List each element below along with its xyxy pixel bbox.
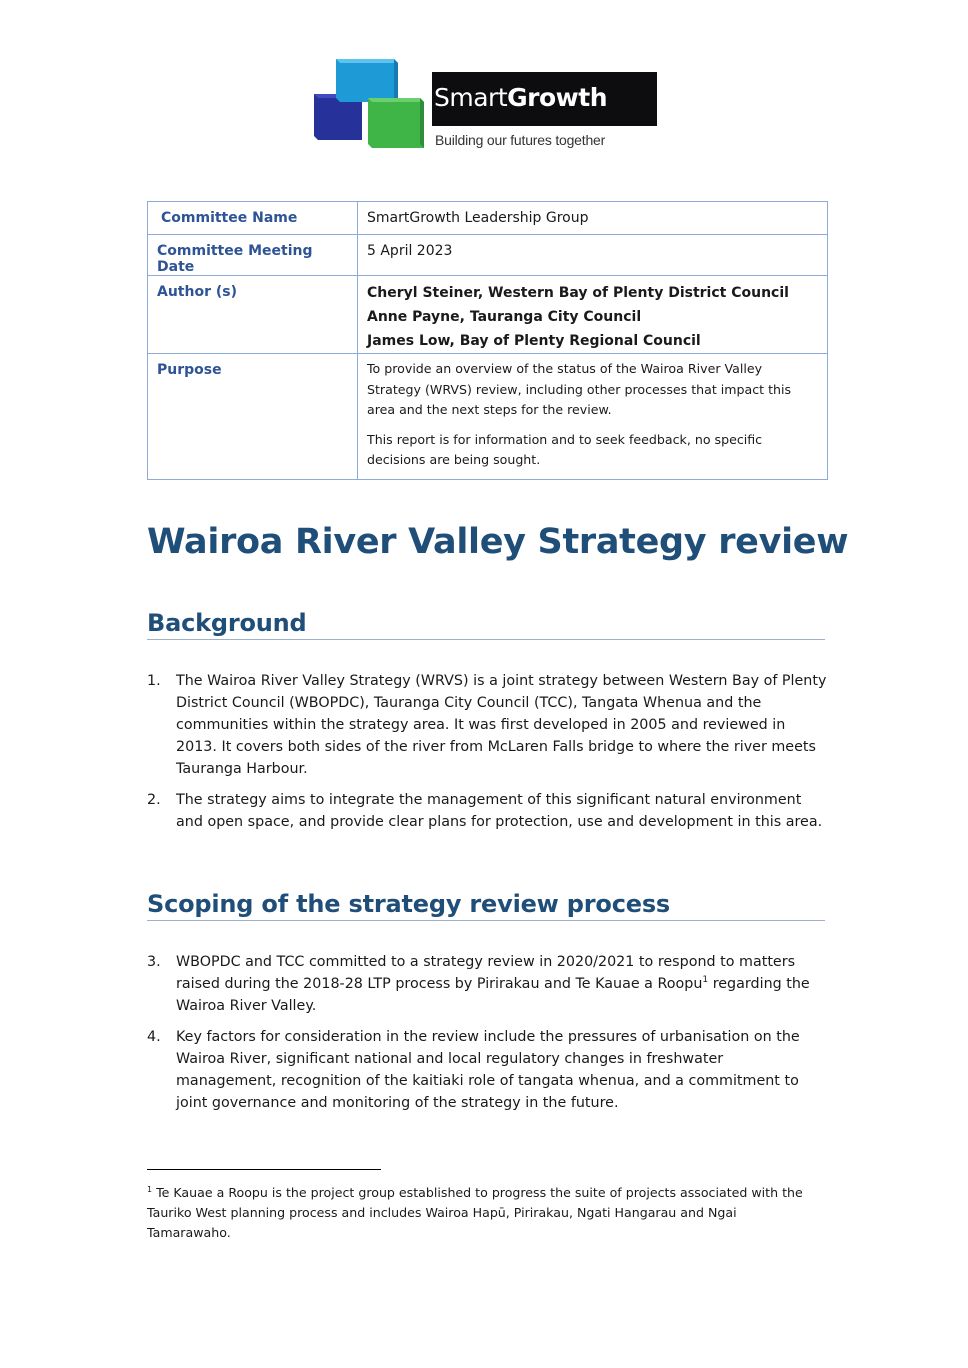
table-row	[148, 235, 828, 276]
numbered-paragraph	[147, 670, 827, 780]
meeting-date-value: 5 April 2023	[358, 235, 828, 276]
cube-top-side-icon	[394, 59, 398, 102]
purpose-paragraph: To provide an overview of the status of the Wairoa River Valley Strategy (WRVS) review, including other processes that impact this area and the next steps for the review.	[367, 361, 792, 417]
cube-right-top-icon	[368, 98, 424, 102]
paragraph-number: 4.	[147, 1029, 161, 1045]
paragraph-number: 1.	[147, 673, 161, 689]
cubes-logo-icon	[312, 56, 442, 156]
footnote-reference[interactable]: 1	[702, 975, 709, 986]
logo-tagline: Building our futures together	[435, 132, 606, 148]
meeting-date-label: Committee Meeting Date	[148, 235, 358, 276]
logo-word-smart: Smart	[434, 83, 508, 112]
table-row	[148, 354, 828, 480]
paragraph-text-part: regarding the Wairoa River Valley.	[176, 976, 810, 1014]
paragraph-text: Key factors for consideration in the review include the pressures of urbanisation on the Wairoa River, significant national and local regulatory changes in freshwater management, recognition of the kaitiaki role of tangata whenua, and a commitment to joint governance and monitoring of the strategy in the future.	[176, 1029, 800, 1111]
paragraph-text	[176, 951, 827, 1017]
cube-right-side-icon	[420, 98, 424, 148]
paragraph-text-part: WBOPDC and TCC committed to a strategy review in 2020/2021 to respond to matters raised during the 2018-28 LTP process by Pirirakau and Te Kauae a Roopu	[176, 954, 796, 992]
paragraph-number: 3.	[147, 954, 161, 970]
numbered-paragraph	[147, 789, 827, 833]
section-heading-background: Background	[147, 609, 825, 640]
table-row	[148, 276, 828, 354]
purpose-paragraph: This report is for information and to seek feedback, no specific decisions are being sought.	[367, 431, 763, 467]
committee-name-value: SmartGrowth Leadership Group	[358, 202, 828, 235]
section-heading-scoping: Scoping of the strategy review process	[147, 890, 825, 921]
author-name: Cheryl Steiner, Western Bay of Plenty District Council	[367, 285, 789, 301]
footnote	[147, 1183, 819, 1243]
logo-word-growth: Growth	[507, 83, 607, 112]
authors-label: Author (s)	[148, 276, 358, 354]
cube-top-face-icon	[336, 59, 398, 63]
author-name: Anne Payne, Tauranga City Council	[367, 309, 642, 325]
logo-wordmark	[434, 83, 607, 112]
paragraph-text: The strategy aims to integrate the management of this significant natural environment and open space, and provide clear plans for protection, use and development in this area.	[176, 792, 823, 830]
paragraph-number: 2.	[147, 792, 161, 808]
table-row	[148, 202, 828, 235]
committee-name-label: Committee Name	[148, 202, 358, 235]
committee-info-table	[147, 201, 828, 480]
numbered-paragraph	[147, 1026, 827, 1114]
footnote-text: Te Kauae a Roopu is the project group established to progress the suite of projects associated with the Tauriko West planning process and includes Wairoa Hapū, Pirirakau, Ngati Hangarau and Ngai Tamarawaho.	[147, 1185, 803, 1240]
document-title: Wairoa River Valley Strategy review	[147, 522, 849, 562]
footnote-separator	[147, 1169, 381, 1170]
cube-top-icon	[336, 59, 398, 102]
paragraph-text: The Wairoa River Valley Strategy (WRVS) is a joint strategy between Western Bay of Plenty District Council (WBOPDC), Tauranga City Council (TCC), Tangata Whenua and the communities within the strategy area. It was first developed in 2005 and reviewed in 2013. It covers both sides of the river from McLaren Falls bridge to where the river meets Tauranga Harbour.	[176, 673, 827, 777]
smartgrowth-logo	[312, 56, 660, 156]
purpose-label: Purpose	[148, 354, 358, 480]
footnote-marker: 1	[147, 1184, 153, 1194]
numbered-paragraph	[147, 951, 827, 1017]
authors-value	[358, 276, 828, 354]
cube-right-icon	[368, 98, 424, 148]
author-name: James Low, Bay of Plenty Regional Council	[367, 333, 701, 349]
purpose-value	[358, 354, 828, 480]
